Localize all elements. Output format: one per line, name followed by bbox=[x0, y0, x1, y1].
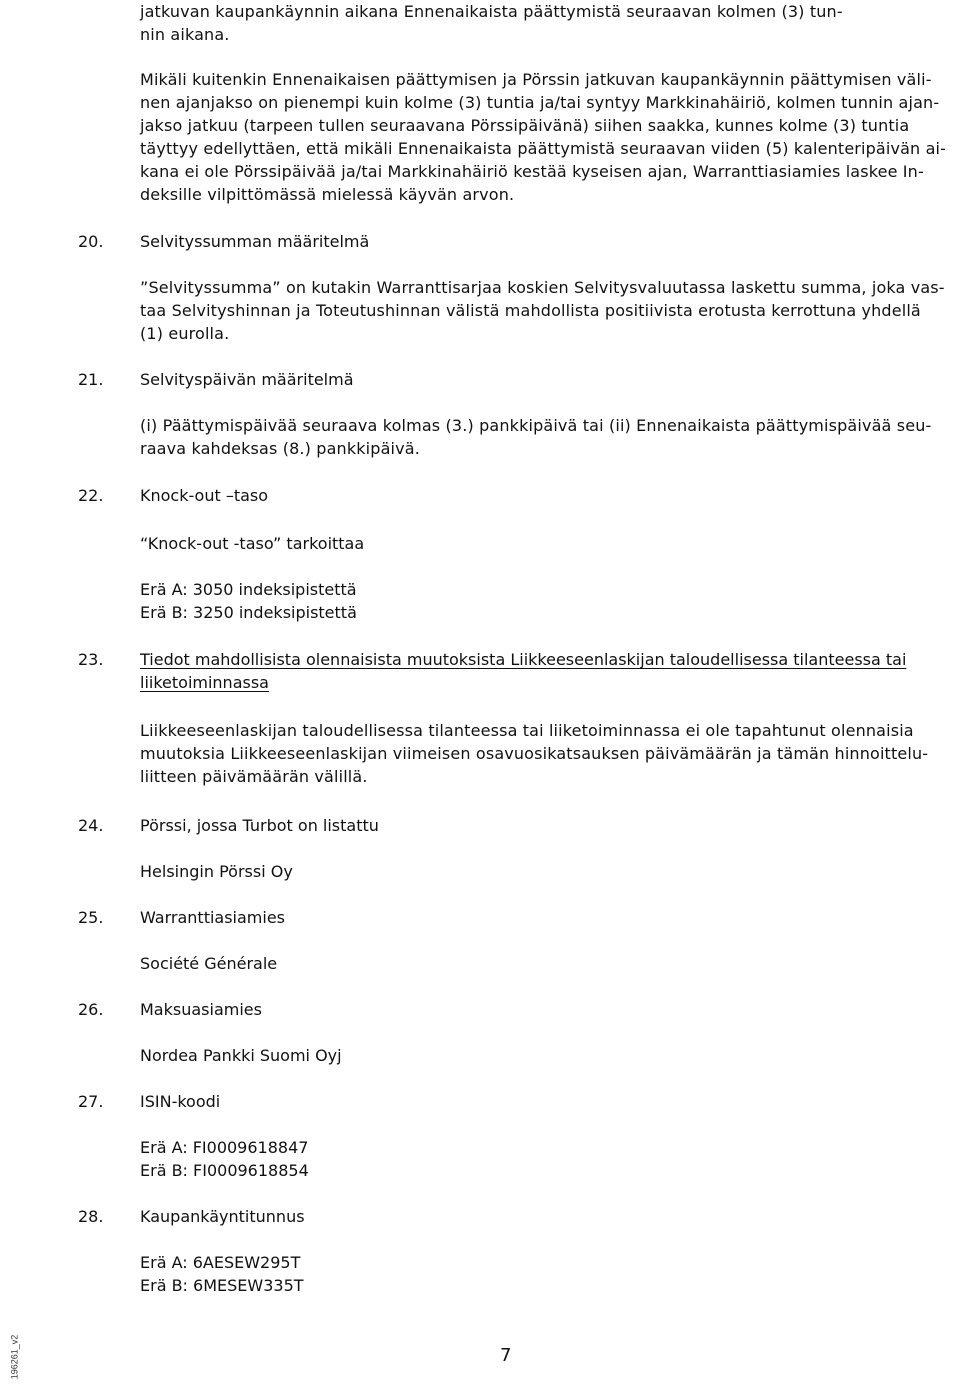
section-22-body: “Knock-out -taso” tarkoittaa bbox=[140, 534, 365, 553]
section-28-item-a: Erä A: 6AESEW295T bbox=[140, 1253, 301, 1272]
section-number: 23. bbox=[78, 650, 104, 669]
body-line: (1) eurolla. bbox=[140, 324, 230, 343]
section-22-item-a: Erä A: 3050 indeksipistettä bbox=[140, 580, 357, 599]
section-25-body: Société Générale bbox=[140, 954, 278, 973]
intro-continuation bbox=[140, 0, 958, 46]
body-line: raava kahdeksas (8.) pankkipäivä. bbox=[140, 439, 420, 458]
body-line: (i) Päättymispäivää seuraava kolmas (3.) pankkipäivä tai (ii) Ennenaikaista päättymispäivää seu- bbox=[140, 416, 932, 435]
intro-para-line: deksille vilpittömässä mielessä käyvän arvon. bbox=[140, 185, 515, 204]
section-title-line: liiketoiminnassa bbox=[140, 673, 269, 692]
intro-paragraph bbox=[140, 68, 958, 206]
section-title: Selvityssumman määritelmä bbox=[140, 232, 370, 251]
section-20-body bbox=[140, 276, 958, 345]
section-number: 27. bbox=[78, 1092, 104, 1111]
section-number: 28. bbox=[78, 1207, 104, 1226]
section-title bbox=[140, 648, 960, 694]
intro-para-line: nen ajanjakso on pienempi kuin kolme (3) tuntia ja/tai syntyy Markkinahäiriö, kolmen tunnin ajan- bbox=[140, 93, 940, 112]
section-title-line: Tiedot mahdollisista olennaisista muutoksista Liikkeeseenlaskijan taloudellisessa tilanteessa tai bbox=[140, 650, 907, 669]
document-code: 196261_v2 bbox=[9, 1334, 20, 1380]
intro-para-line: täyttyy edellyttäen, että mikäli Ennenaikaista päättymistä seuraavan viiden (5) kalenteripäivän ai- bbox=[140, 139, 947, 158]
body-line: taa Selvityshinnan ja Toteutushinnan välistä mahdollista positiivista erotusta kerrottuna yhdellä bbox=[140, 301, 921, 320]
section-number: 20. bbox=[78, 232, 104, 251]
body-line: liitteen päivämäärän välillä. bbox=[140, 767, 368, 786]
intro-para-line: Mikäli kuitenkin Ennenaikaisen päättymisen ja Pörssin jatkuvan kaupankäynnin päättymisen väli- bbox=[140, 70, 932, 89]
section-27-item-a: Erä A: FI0009618847 bbox=[140, 1138, 309, 1157]
section-27-item-b: Erä B: FI0009618854 bbox=[140, 1161, 309, 1180]
section-24-body: Helsingin Pörssi Oy bbox=[140, 862, 293, 881]
body-line: ”Selvityssumma” on kutakin Warranttisarjaa koskien Selvitysvaluutassa laskettu summa, joka vas- bbox=[140, 278, 945, 297]
page-number: 7 bbox=[500, 1345, 512, 1366]
section-number: 21. bbox=[78, 370, 104, 389]
intro-line-1: jatkuvan kaupankäynnin aikana Ennenaikaista päättymistä seuraavan kolmen (3) tun- bbox=[140, 2, 843, 21]
section-title: Selvityspäivän määritelmä bbox=[140, 370, 354, 389]
section-title: Knock-out –taso bbox=[140, 486, 269, 505]
section-26-body: Nordea Pankki Suomi Oyj bbox=[140, 1046, 342, 1065]
section-title: Kaupankäyntitunnus bbox=[140, 1207, 305, 1226]
section-28-item-b: Erä B: 6MESEW335T bbox=[140, 1276, 304, 1295]
body-line: Liikkeeseenlaskijan taloudellisessa tilanteessa tai liiketoiminnassa ei ole tapahtunut olennaisia bbox=[140, 721, 914, 740]
section-title: Maksuasiamies bbox=[140, 1000, 262, 1019]
intro-line-2: nin aikana. bbox=[140, 25, 230, 44]
body-line: muutoksia Liikkeeseenlaskijan viimeisen osavuosikatsauksen päivämäärän ja tämän hinnoittelu- bbox=[140, 744, 929, 763]
section-22-item-b: Erä B: 3250 indeksipistettä bbox=[140, 603, 357, 622]
intro-para-line: jakso jatkuu (tarpeen tullen seuraavana Pörssipäivänä) siihen saakka, kunnes kolme (3) tuntia bbox=[140, 116, 910, 135]
section-title: ISIN-koodi bbox=[140, 1092, 221, 1111]
section-title: Warranttiasiamies bbox=[140, 908, 286, 927]
section-number: 22. bbox=[78, 486, 104, 505]
section-23-body bbox=[140, 719, 958, 788]
section-number: 24. bbox=[78, 816, 104, 835]
section-number: 26. bbox=[78, 1000, 104, 1019]
section-title: Pörssi, jossa Turbot on listattu bbox=[140, 816, 379, 835]
section-21-body bbox=[140, 414, 958, 460]
intro-para-line: kana ei ole Pörssipäivää ja/tai Markkinahäiriö kestää kyseisen ajan, Warranttiasiamies laskee In- bbox=[140, 162, 924, 181]
section-number: 25. bbox=[78, 908, 104, 927]
